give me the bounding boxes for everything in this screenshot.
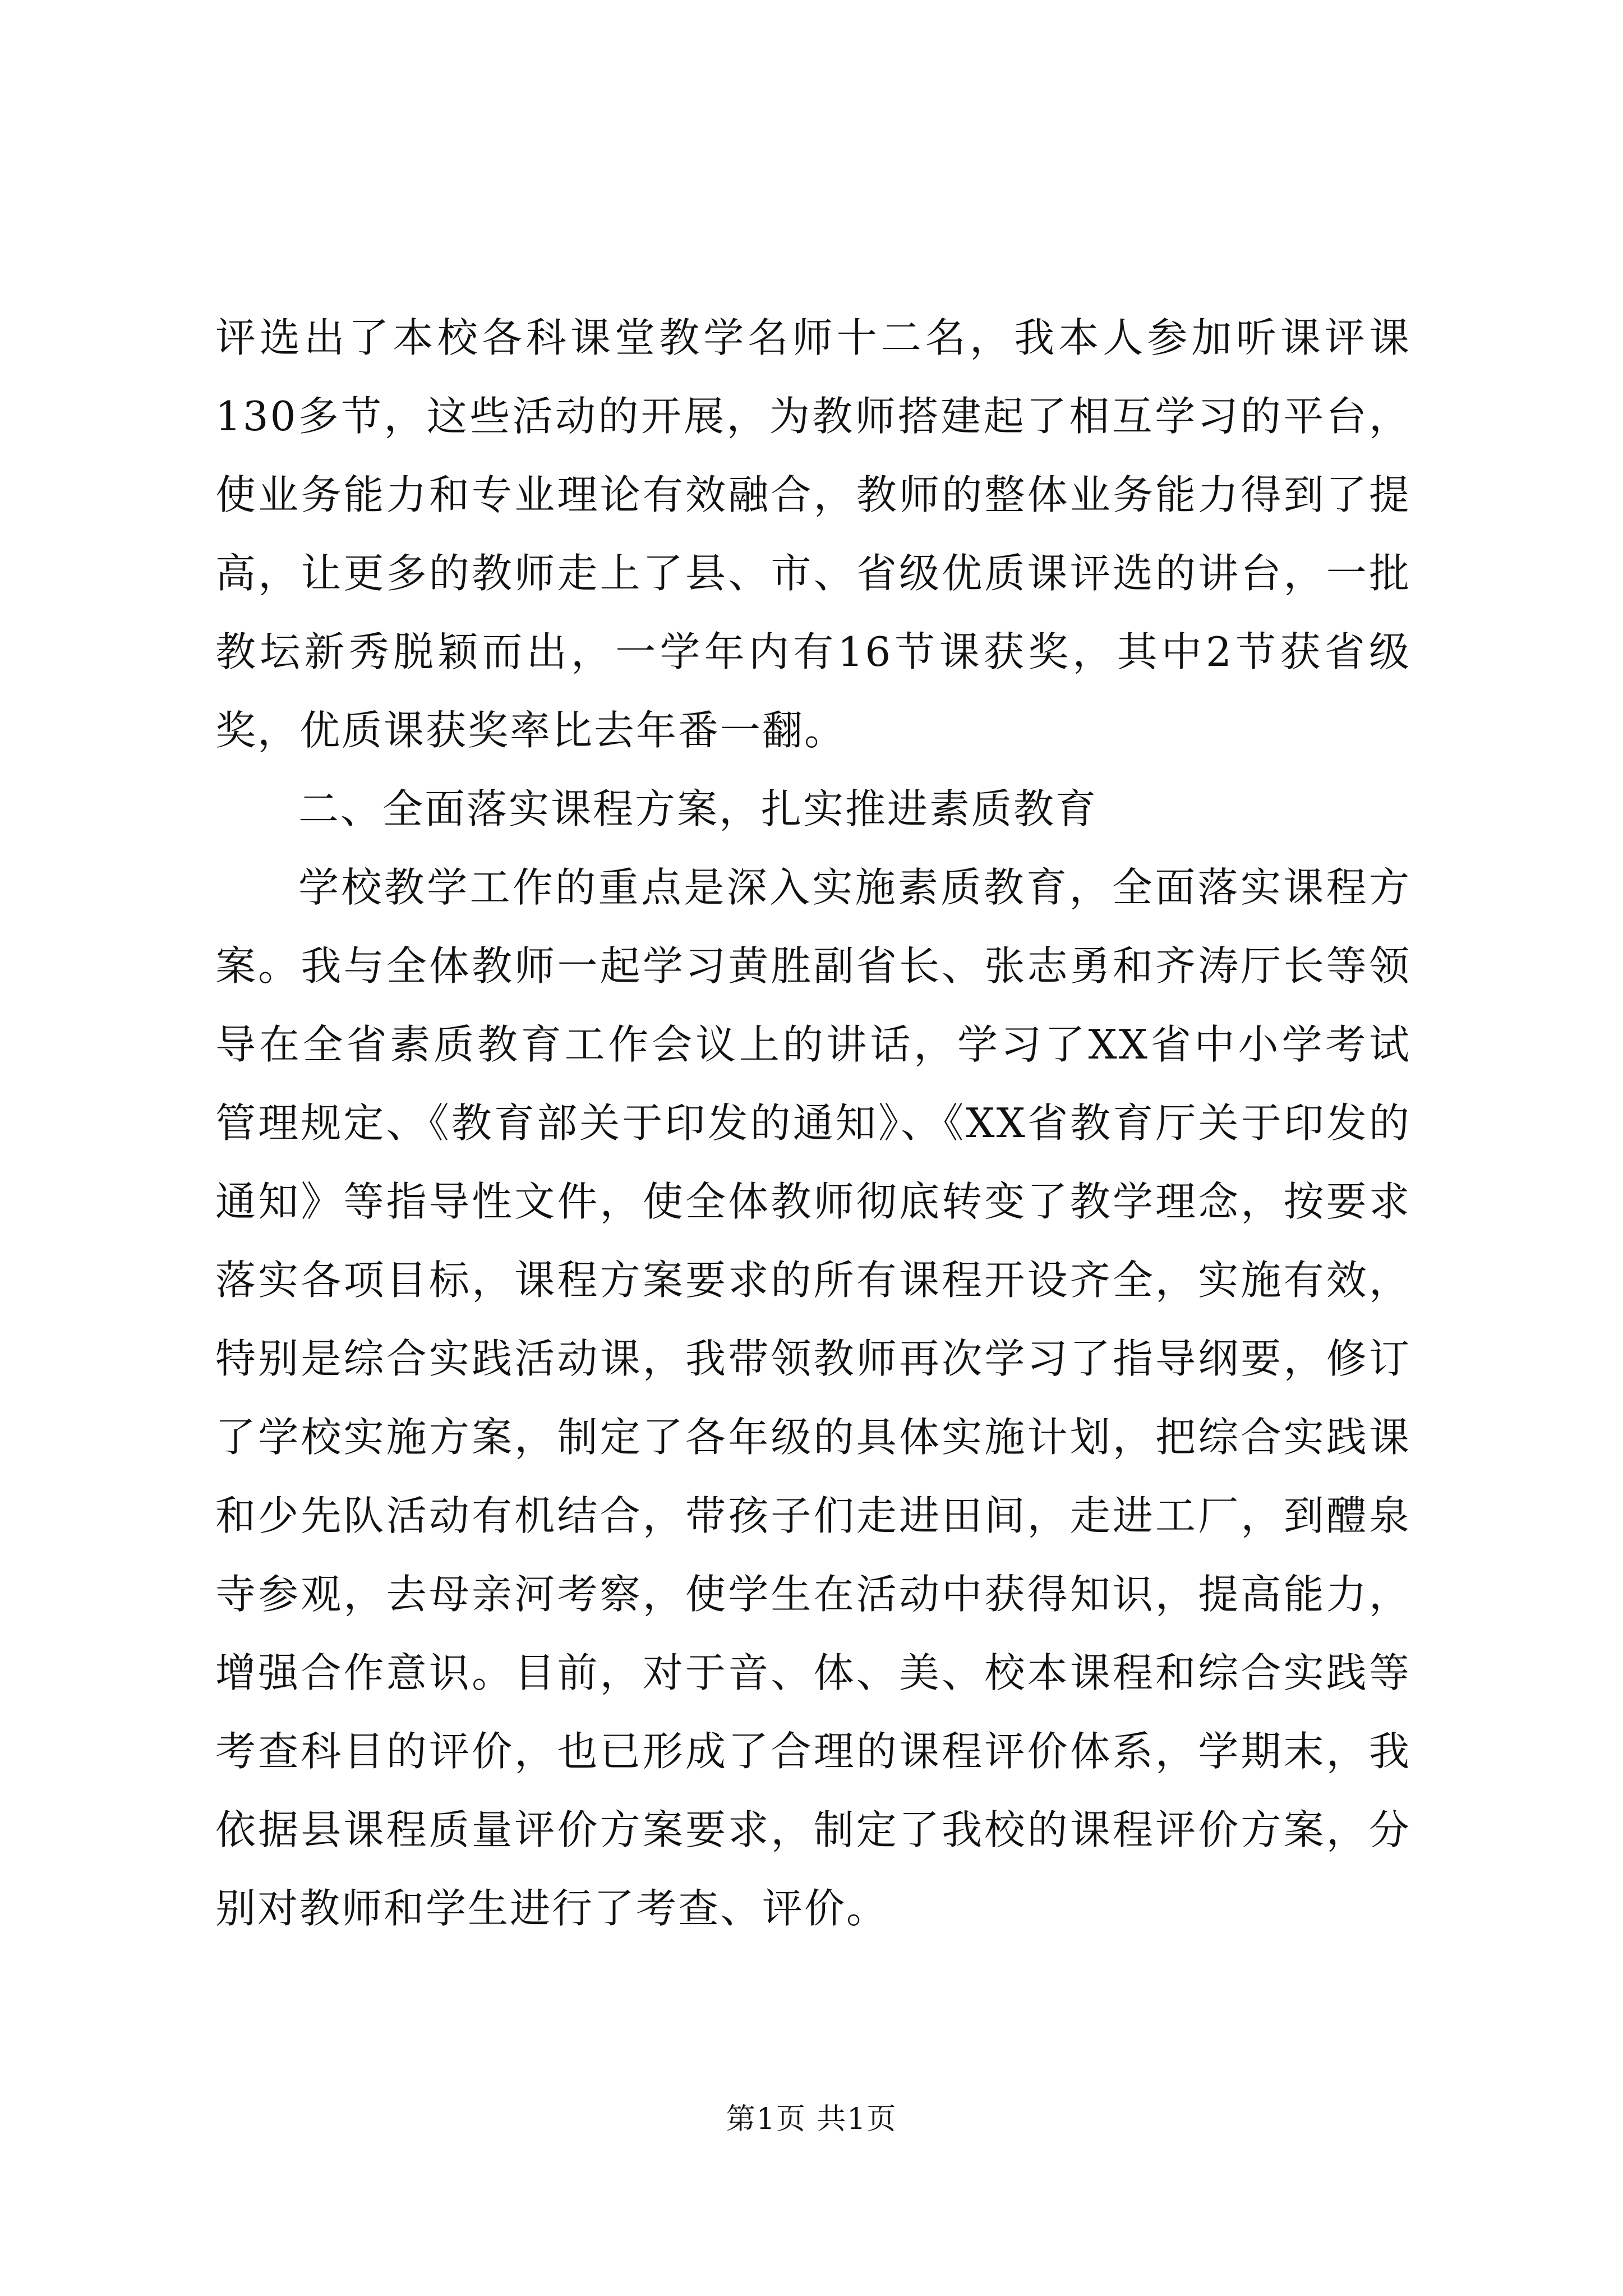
paragraph-continuation: 评选出了本校各科课堂教学名师十二名，我本人参加听课评课130多节，这些活动的开展，为教师搭建起了相互学习的平台，使业务能力和专业理论有效融合，教师的整体业务能力得到了提高，让更多的教师走上了县、市、省级优质课评选的讲台，一批教坛新秀脱颖而出，一学年内有16节课获奖，其中2节获省级奖，优质课获奖率比去年番一翻。 [215,314,1411,754]
paragraph-section-two: 学校教学工作的重点是深入实施素质教育，全面落实课程方案。我与全体教师一起学习黄胜副省长、张志勇和齐涛厅长等领导在全省素质教育工作会议上的讲话，学习了XX省中小学考试管理规定、《教育部关于印发的通知》、《XX省教育厅关于印发的通知》等指导性文件，使全体教师彻底转变了教学理念，按要求落实各项目标，课程方案要求的所有课程开设齐全，实施有效，特别是综合实践活动课，我带领教师再次学习了指导纲要，修订了学校实施方案，制定了各年级的具体实施计划，把综合实践课和少先队活动有机结合，带孩子们走进田间，走进工厂，到醴泉寺参观，去母亲河考察，使学生在活动中获得知识，提高能力，增强合作意识。目前，对于音、体、美、校本课程和综合实践等考查科目的评价，也已形成了合理的课程评价体系，学期末，我依据县课程质量评价方案要求，制定了我校的课程评价方案，分别对教师和学生进行了考查、评价。 [215,864,1411,1932]
page-footer [0,2099,1623,2139]
page-number-label: 第1页 共1页 [726,2102,897,2136]
document-body [215,298,1411,1948]
section-heading: 二、全面落实课程方案，扎实推进素质教育 [298,785,1098,832]
